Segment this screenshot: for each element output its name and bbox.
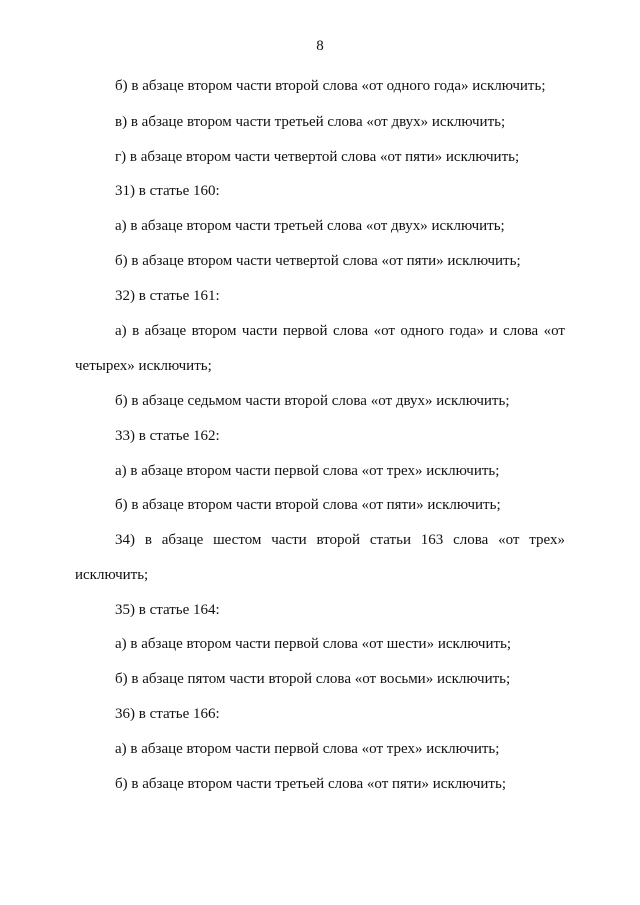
page-number: 8 (316, 38, 324, 54)
paragraph-line: а) в абзаце втором части первой слова «от одного года» и слова «от (115, 323, 565, 339)
paragraph-line: г) в абзаце втором части четвертой слова «от пяти» исключить; (115, 149, 520, 165)
paragraph-line: б) в абзаце втором части четвертой слова «от пяти» исключить; (115, 253, 521, 269)
paragraph-line: 35) в статье 164: (115, 602, 220, 618)
paragraph-line: 32) в статье 161: (115, 288, 220, 304)
paragraph-line: а) в абзаце втором части первой слова «от трех» исключить; (115, 463, 500, 479)
paragraph-line: в) в абзаце втором части третьей слова «от двух» исключить; (115, 114, 506, 130)
paragraph-line: б) в абзаце втором части второй слова «от одного года» исключить; (115, 78, 546, 94)
paragraph-line: б) в абзаце втором части третьей слова «от пяти» исключить; (115, 776, 506, 792)
paragraph-line: 31) в статье 160: (115, 183, 220, 199)
paragraph-line: а) в абзаце втором части первой слова «от трех» исключить; (115, 741, 500, 757)
paragraph-line: четырех» исключить; (75, 358, 212, 374)
paragraph-line: б) в абзаце седьмом части второй слова «от двух» исключить; (115, 393, 510, 409)
paragraph-line: 36) в статье 166: (115, 706, 220, 722)
paragraph-line: 33) в статье 162: (115, 428, 220, 444)
paragraph-line: исключить; (75, 567, 149, 583)
paragraph-line: б) в абзаце втором части второй слова «от пяти» исключить; (115, 497, 501, 513)
paragraph-line: а) в абзаце втором части третьей слова «от двух» исключить; (115, 218, 505, 234)
paragraph-line: б) в абзаце пятом части второй слова «от восьми» исключить; (115, 671, 511, 687)
paragraph-line: 34) в абзаце шестом части второй статьи 163 слова «от трех» (115, 532, 565, 548)
paragraph-line: а) в абзаце втором части первой слова «от шести» исключить; (115, 636, 512, 652)
